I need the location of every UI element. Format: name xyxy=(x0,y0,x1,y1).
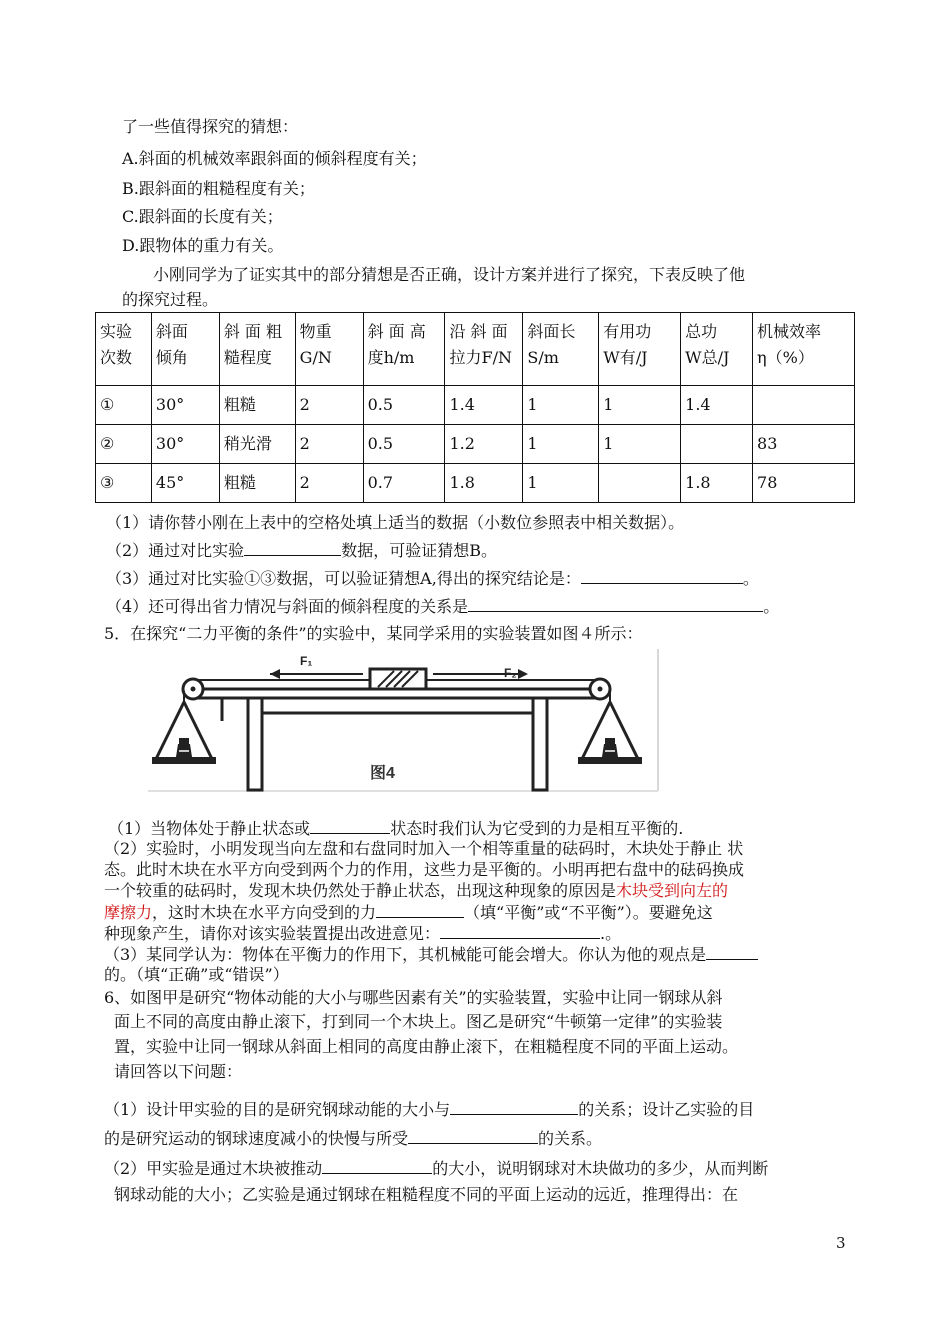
table-cell: 30° xyxy=(151,425,219,464)
q4-item-2: （2）通过对比实验 数据，可验证猜想B。 xyxy=(106,541,497,560)
balance-apparatus-figure xyxy=(148,647,664,793)
answer-blank[interactable] xyxy=(322,1157,432,1174)
table-cell: ② xyxy=(96,425,152,464)
table-cell: 粗糙 xyxy=(219,464,295,503)
q5-item-2-line-4: 摩擦力，这时木块在水平方向受到的力 （填“平衡”或“不平衡”）。要避免这 xyxy=(104,903,713,922)
figure-caption: 图4 xyxy=(370,765,395,782)
experiment-table xyxy=(95,312,855,503)
table-cell: 30° xyxy=(151,386,219,425)
table-cell: 1 xyxy=(523,386,599,425)
table-row xyxy=(96,425,855,464)
page-number: 3 xyxy=(836,1234,846,1252)
header-cell: 沿 斜 面 拉力F/N xyxy=(445,313,523,386)
table-cell: 1 xyxy=(599,386,681,425)
header-cell: 物重 G/N xyxy=(295,313,363,386)
header-cell: 实验 次数 xyxy=(96,313,152,386)
table-cell: 1.4 xyxy=(445,386,523,425)
q5-item-2-line-3: 一个较重的砝码时，发现木块仍然处于静止状态，出现这种现象的原因是木块受到向左的 xyxy=(104,881,729,900)
hypothesis-c: C.跟斜面的长度有关； xyxy=(122,207,283,226)
table-cell: 1 xyxy=(523,425,599,464)
table-cell: 45° xyxy=(151,464,219,503)
answer-blank[interactable] xyxy=(581,567,743,584)
answer-blank[interactable] xyxy=(468,595,763,612)
q6-line-1: 6、如图甲是研究“物体动能的大小与哪些因素有关”的实验装置，实验中让同一钢球从斜 xyxy=(104,988,723,1007)
table-cell: 0.5 xyxy=(363,386,445,425)
table-cell: 83 xyxy=(753,425,855,464)
table-cell-blank[interactable] xyxy=(681,425,753,464)
table-cell: ③ xyxy=(96,464,152,503)
table-cell: 1.2 xyxy=(445,425,523,464)
q5-item-1: （1）当物体处于静止状态或 状态时我们认为它受到的力是相互平衡的. xyxy=(108,819,684,838)
intro-paragraph-2: 的探究过程。 xyxy=(122,290,219,309)
table-cell: 粗糙 xyxy=(219,386,295,425)
answer-blank[interactable] xyxy=(450,1098,578,1115)
table-cell: 0.7 xyxy=(363,464,445,503)
table-row xyxy=(96,386,855,425)
intro-paragraph-1: 小刚同学为了证实其中的部分猜想是否正确，设计方案并进行了探究，下表反映了他 xyxy=(153,265,746,284)
q5-item-3-line-2: 的。（填“正确”或“错误”） xyxy=(104,965,289,984)
q4-item-1: （1）请你替小刚在上表中的空格处填上适当的数据（小数位参照表中相关数据）。 xyxy=(106,513,685,532)
q5-item-2-line-2: 态。此时木块在水平方向受到两个力的作用，这些力是平衡的。小明再把右盘中的砝码换成 xyxy=(104,860,745,879)
q6-item-1-line-2: 的是研究运动的钢球速度减小的快慢与所受 的关系。 xyxy=(104,1129,603,1148)
header-cell: 斜面长 S/m xyxy=(523,313,599,386)
table-cell-blank[interactable] xyxy=(599,464,681,503)
answer-blank[interactable] xyxy=(706,943,758,960)
answer-blank[interactable] xyxy=(244,539,341,556)
header-cell: 斜 面 高 度h/m xyxy=(363,313,445,386)
header-cell: 斜 面 粗 糙程度 xyxy=(219,313,295,386)
wooden-block xyxy=(370,669,426,689)
header-cell: 机械效率 η（%） xyxy=(753,313,855,386)
q5-item-2-line-1: （2）实验时，小明发现当向左盘和右盘同时加入一个相等重量的砝码时，木块处于静止 状 xyxy=(104,839,744,858)
intro-line: 了一些值得探究的猜想： xyxy=(122,117,299,136)
table-header-row xyxy=(96,313,855,386)
table-cell: ① xyxy=(96,386,152,425)
table-leg-right xyxy=(533,698,547,790)
table-cell-blank[interactable] xyxy=(753,386,855,425)
q5-item-2-line-5: 种现象产生，请你对该实验装置提出改进意见： .。 xyxy=(104,924,622,943)
table-cell: 78 xyxy=(753,464,855,503)
answer-blank[interactable] xyxy=(310,817,390,834)
q6-line-2: 面上不同的高度由静止滚下，打到同一个木块上。图乙是研究“牛顿第一定律”的实验装 xyxy=(114,1012,723,1031)
q5-item-3-line-1: （3）某同学认为：物体在平衡力的作用下，其机械能可能会增大。你认为他的观点是 xyxy=(104,943,758,966)
answer-text: 摩擦力 xyxy=(104,903,153,922)
q6-line-4: 请回答以下问题： xyxy=(114,1062,243,1081)
table-cell: 1.8 xyxy=(681,464,753,503)
hypothesis-d: D.跟物体的重力有关。 xyxy=(122,236,284,255)
table-cell: 稍光滑 xyxy=(219,425,295,464)
table-cell: 0.5 xyxy=(363,425,445,464)
q6-item-1-line-1: （1）设计甲实验的目的是研究钢球动能的大小与 的关系；设计乙实验的目 xyxy=(104,1100,755,1119)
answer-text: 木块受到向左的 xyxy=(616,881,729,900)
header-cell: 斜面 倾角 xyxy=(151,313,219,386)
q5-title: 5．在探究“二力平衡的条件”的实验中，某同学采用的实验装置如图４所示： xyxy=(104,624,643,643)
q6-item-2-line-1: （2）甲实验是通过木块被推动 的大小，说明钢球对木块做功的多少，从而判断 xyxy=(104,1159,769,1178)
table-cell: 1.8 xyxy=(445,464,523,503)
table-cell: 2 xyxy=(295,386,363,425)
answer-blank[interactable] xyxy=(408,1127,538,1144)
q6-line-3: 置，实验中让同一钢球从斜面上相同的高度由静止滚下，在粗糙程度不同的平面上运动。 xyxy=(114,1037,739,1056)
hypothesis-b: B.跟斜面的粗糙程度有关； xyxy=(122,179,315,198)
table-leg-left xyxy=(248,698,262,790)
table-cell: 2 xyxy=(295,464,363,503)
table-row xyxy=(96,464,855,503)
table-cell: 2 xyxy=(295,425,363,464)
force-label-f1: F₁ xyxy=(300,654,313,668)
answer-blank[interactable] xyxy=(376,901,464,918)
table-cell: 1 xyxy=(523,464,599,503)
table-cell: 1.4 xyxy=(681,386,753,425)
q4-item-4: （4）还可得出省力情况与斜面的倾斜程度的关系是 。 xyxy=(106,597,780,616)
force-label-f2: F₂ xyxy=(504,666,517,680)
answer-blank[interactable] xyxy=(440,922,600,939)
table-cell: 1 xyxy=(599,425,681,464)
q6-item-2-line-2: 钢球动能的大小；乙实验是通过钢球在粗糙程度不同的平面上运动的远近，推理得出：在 xyxy=(114,1185,739,1204)
q4-item-3: （3）通过对比实验①③数据，可以验证猜想A,得出的探究结论是： 。 xyxy=(106,569,759,588)
header-cell: 有用功 W有/J xyxy=(599,313,681,386)
hypothesis-a: A.斜面的机械效率跟斜面的倾斜程度有关； xyxy=(122,149,427,168)
header-cell: 总功 W总/J xyxy=(681,313,753,386)
